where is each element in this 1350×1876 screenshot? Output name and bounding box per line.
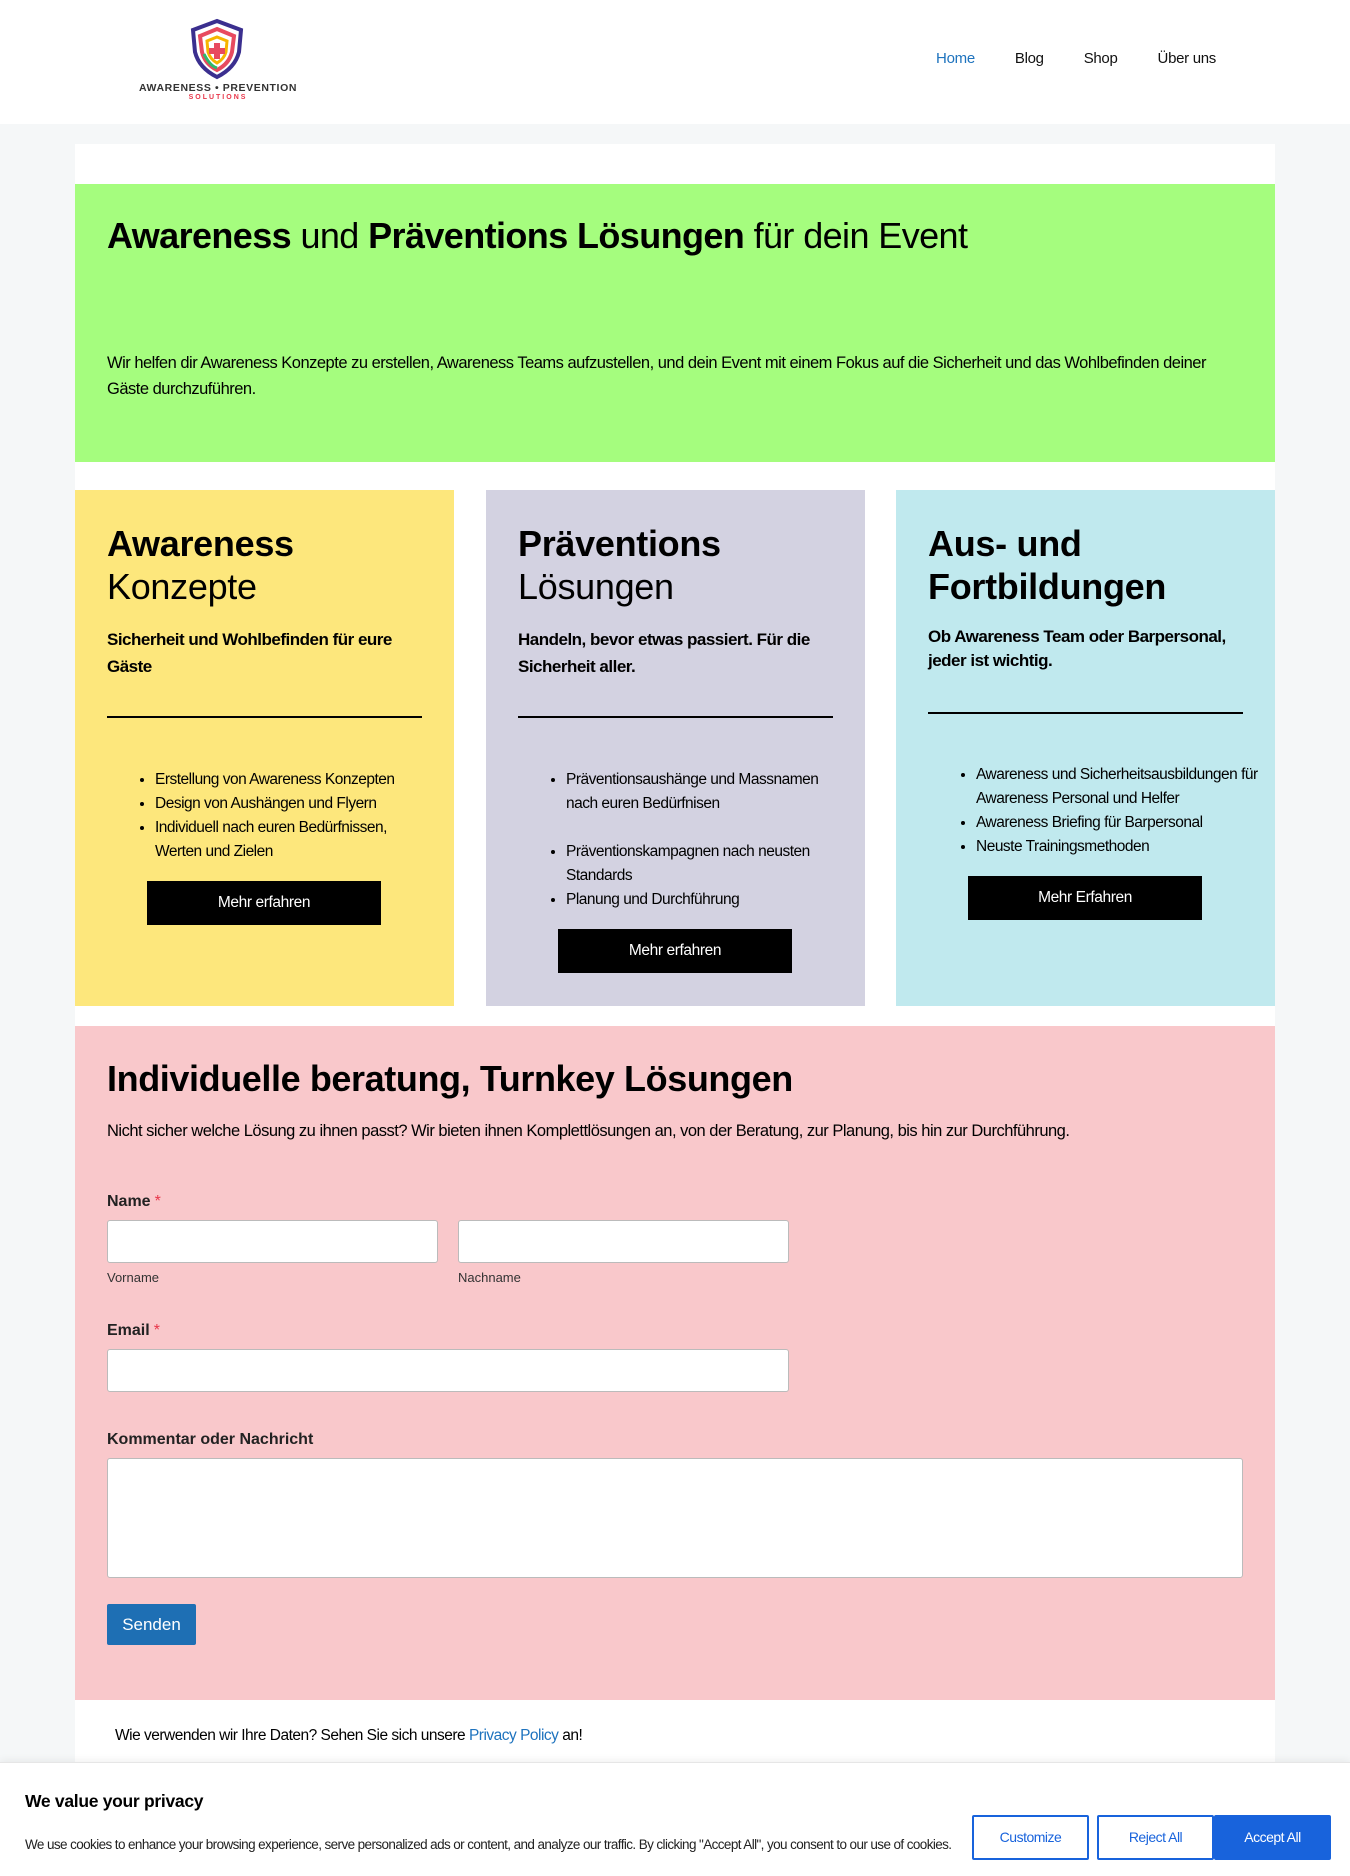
contact-title: Individuelle beratung, Turnkey Lösungen <box>107 1058 793 1099</box>
comment-textarea[interactable] <box>107 1458 1243 1578</box>
reject-all-button[interactable]: Reject All <box>1097 1815 1214 1860</box>
card-list <box>976 763 1266 859</box>
card-aus-und-fortbildungen <box>896 490 1275 1006</box>
cookie-title: We value your privacy <box>25 1791 204 1811</box>
card-divider <box>107 716 422 718</box>
card-title <box>107 522 294 608</box>
shield-logo-icon <box>186 18 248 80</box>
nav-blog[interactable]: Blog <box>1014 50 1044 67</box>
first-name-sublabel: Vorname <box>107 1270 160 1285</box>
mehr-erfahren-button[interactable]: Mehr erfahren <box>147 881 381 925</box>
hero-title-part: Präventions Lösungen <box>368 215 745 256</box>
name-label <box>107 1193 161 1211</box>
last-name-sublabel: Nachname <box>458 1270 521 1285</box>
card-title-bold: Awareness <box>107 523 294 564</box>
list-item: • Design von Aushängen und Flyern <box>155 792 435 816</box>
mehr-erfahren-button[interactable]: Mehr erfahren <box>558 929 792 973</box>
privacy-note <box>115 1727 582 1745</box>
card-subtitle: Handeln, bevor etwas passiert. Für die Sicherheit aller. <box>518 630 810 676</box>
card-title-normal: Konzepte <box>107 566 257 607</box>
card-list <box>155 768 435 864</box>
last-name-input[interactable] <box>458 1220 789 1263</box>
send-button[interactable]: Senden <box>107 1604 196 1645</box>
card-title-bold: Präventions <box>518 523 721 564</box>
list-item: • Awareness Briefing für Barpersonal <box>976 811 1266 835</box>
email-label <box>107 1322 160 1340</box>
hero-title-part: und <box>291 215 369 256</box>
name-label-text: Name <box>107 1193 151 1210</box>
first-name-input[interactable] <box>107 1220 438 1263</box>
cookie-banner <box>0 1762 1350 1876</box>
hero-title <box>107 215 967 257</box>
list-item: • Neuste Trainingsmethoden <box>976 835 1266 859</box>
contact-section <box>75 1026 1275 1700</box>
mehr-erfahren-button[interactable]: Mehr Erfahren <box>968 876 1202 920</box>
logo-wordmark: AWARENESS • PREVENTION <box>138 82 298 94</box>
hero-section <box>75 184 1275 462</box>
list-item: • Präventionsaushänge und Massnamen nach euren Bedürfnisen <box>566 768 846 816</box>
main-content <box>75 144 1275 1764</box>
contact-intro: Nicht sicher welche Lösung zu ihnen passt? Wir bieten ihnen Komplettlösungen an, von der Beratung, zur Planung, bis hin zur Durchführung. <box>107 1122 1070 1140</box>
card-title <box>928 522 1228 608</box>
hero-text: Wir helfen dir Awareness Konzepte zu erstellen, Awareness Teams aufzustellen, und dein Event mit einem Fokus auf die Sicherheit und das Wohlbefinden deiner Gäste durchzuführen. <box>107 354 1206 398</box>
nav-about[interactable]: Über uns <box>1157 50 1216 67</box>
privacy-note-text: an! <box>558 1727 583 1744</box>
cookie-text: We use cookies to enhance your browsing experience, serve personalized ads or content, and analyze our traffic. By clicking "Accept All", you consent to our use of cookies. <box>25 1837 952 1852</box>
hero-title-part: Awareness <box>107 215 292 256</box>
card-divider <box>928 712 1243 714</box>
list-item: • Individuell nach euren Bedürfnissen, Werten und Zielen <box>155 816 435 864</box>
customize-button[interactable]: Customize <box>972 1815 1089 1860</box>
accept-all-button[interactable]: Accept All <box>1214 1815 1331 1860</box>
email-label-text: Email <box>107 1322 150 1339</box>
card-awareness-konzepte <box>75 490 454 1006</box>
required-mark: * <box>154 1193 161 1210</box>
card-title-bold: Aus- und Fortbildungen <box>928 523 1167 607</box>
card-subtitle: Sicherheit und Wohlbefinden für eure Gäste <box>107 630 392 676</box>
list-item: • Präventionskampagnen nach neusten Standards <box>566 840 846 888</box>
card-title-normal: Lösungen <box>518 566 674 607</box>
site-logo[interactable] <box>138 18 298 104</box>
main-nav <box>896 50 1216 67</box>
list-item: • Erstellung von Awareness Konzepten <box>155 768 435 792</box>
comment-label: Kommentar oder Nachricht <box>107 1431 314 1448</box>
list-item: • Planung und Durchführung <box>566 888 846 912</box>
card-list <box>566 768 846 912</box>
nav-home[interactable]: Home <box>936 50 975 67</box>
email-input[interactable] <box>107 1349 789 1392</box>
required-mark: * <box>153 1322 160 1339</box>
privacy-policy-link[interactable]: Privacy Policy <box>468 1727 559 1744</box>
nav-shop[interactable]: Shop <box>1083 50 1118 67</box>
card-subtitle: Ob Awareness Team oder Barpersonal, jeder ist wichtig. <box>928 627 1226 670</box>
site-header <box>0 0 1350 124</box>
privacy-note-text: Wie verwenden wir Ihre Daten? Sehen Sie sich unsere <box>115 1727 469 1744</box>
card-praeventions-loesungen <box>486 490 865 1006</box>
card-title <box>518 522 721 608</box>
logo-subtitle: SOLUTIONS <box>188 94 248 101</box>
hero-title-part: für dein Event <box>744 215 968 256</box>
list-item: • Awareness und Sicherheitsausbildungen für Awareness Personal und Helfer <box>976 763 1266 811</box>
card-divider <box>518 716 833 718</box>
